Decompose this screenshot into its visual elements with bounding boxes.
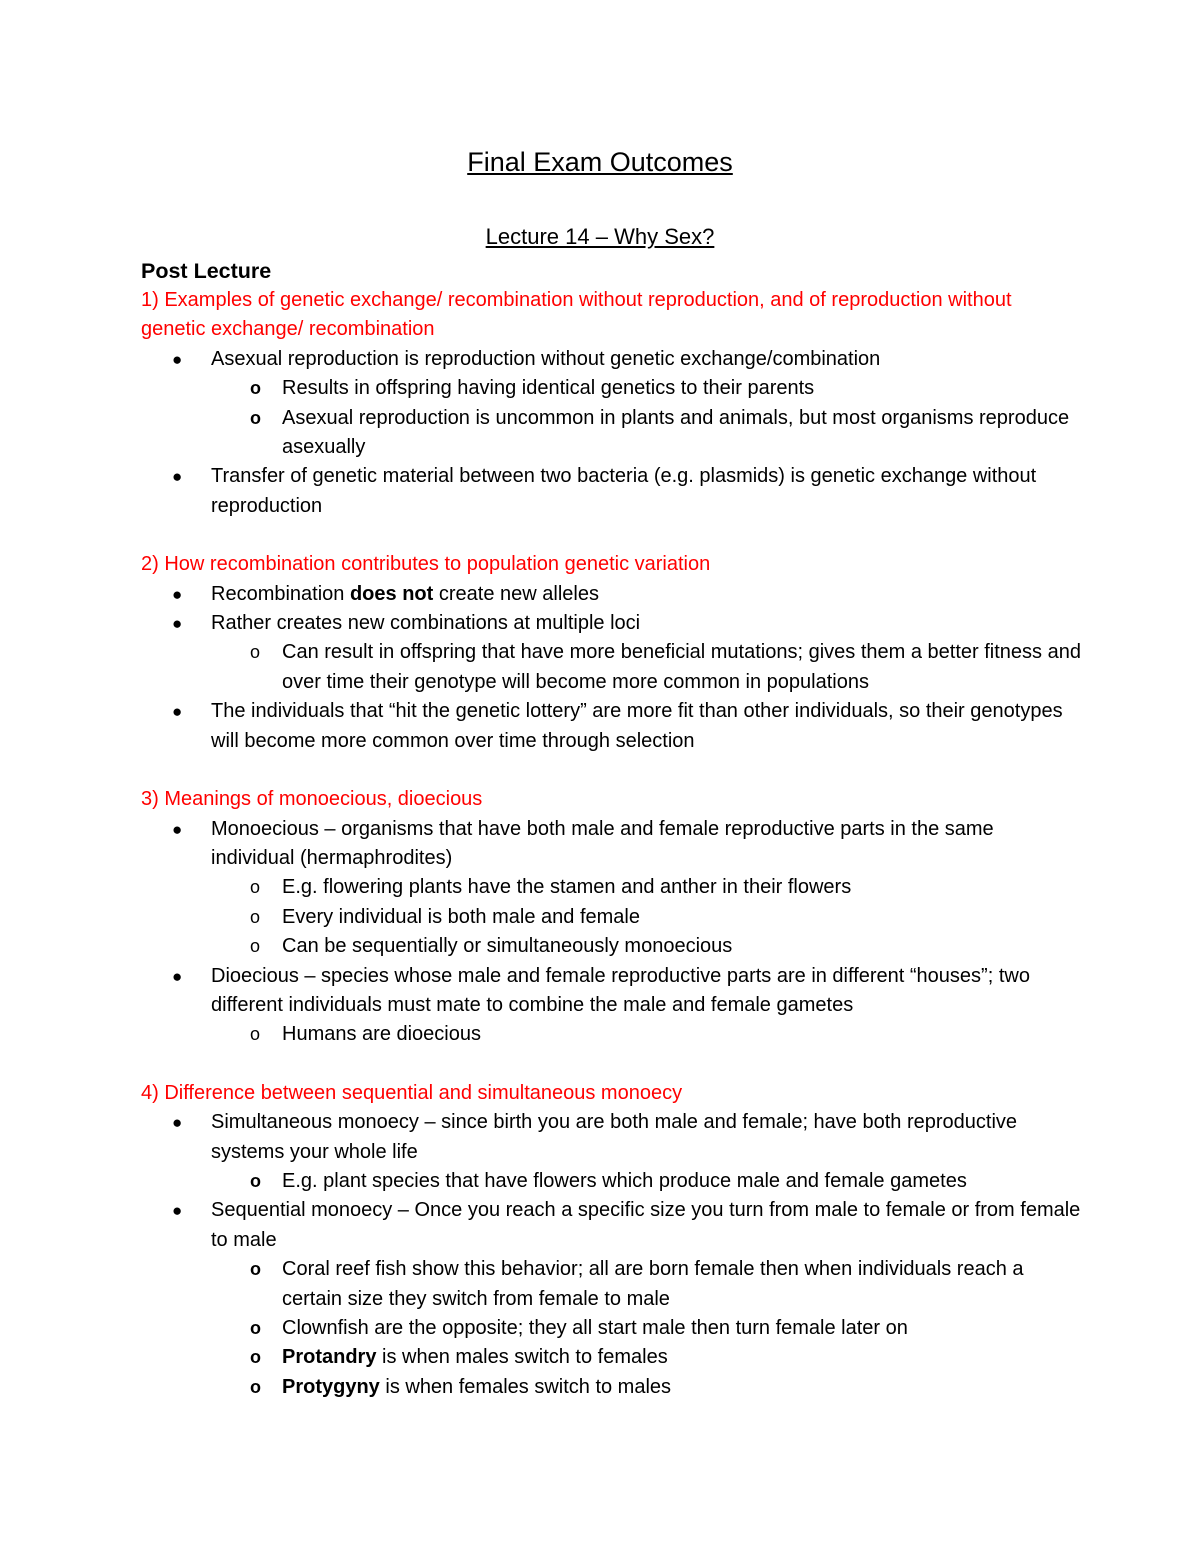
circle-bullet-icon: o <box>250 877 261 898</box>
sub-list-item-text: Every individual is both male and female <box>282 905 640 928</box>
bullet-icon: ● <box>172 702 183 722</box>
circle-bullet-icon: o <box>250 378 261 399</box>
section-3 <box>141 785 1081 1050</box>
circle-bullet-icon: o <box>250 407 261 428</box>
list-item-text: Monoecious – organisms that have both male and female reproductive parts in the same individual (hermaphrodites) <box>211 817 994 869</box>
section-1 <box>141 286 1081 521</box>
list-item <box>141 580 1081 609</box>
bullet-icon: ● <box>172 349 183 369</box>
sub-list-item-text: is when males switch to females <box>376 1346 668 1369</box>
sub-list-item-text: E.g. flowering plants have the stamen and anther in their flowers <box>282 876 852 899</box>
list-item <box>141 345 1081 463</box>
circle-bullet-icon: o <box>250 1376 261 1397</box>
document-title: Final Exam Outcomes <box>467 147 733 177</box>
circle-bullet-icon: o <box>250 642 261 663</box>
sub-list-item-text: Clownfish are the opposite; they all start male then turn female later on <box>282 1317 908 1339</box>
section-heading: 1) Examples of genetic exchange/ recombination without reproduction, and of reproduction without genetic exchange/ recombination <box>141 289 1012 341</box>
list-item-text-pre: Recombination <box>211 582 350 605</box>
sub-list-item <box>211 1020 1081 1049</box>
circle-bullet-icon: o <box>250 936 261 957</box>
list-item <box>141 1108 1081 1196</box>
list-item <box>141 1196 1081 1402</box>
list-item <box>141 697 1081 756</box>
list-item-text: Transfer of genetic material between two bacteria (e.g. plasmids) is genetic exchange without reproduction <box>211 465 1037 517</box>
post-lecture-heading: Post Lecture <box>141 259 272 283</box>
emphasis-text: does not <box>349 582 434 605</box>
sub-list-item-text: Asexual reproduction is uncommon in plants and animals, but most organisms reproduce asexually <box>282 406 1070 459</box>
sub-list-item <box>211 873 1081 902</box>
section-heading: 2) How recombination contributes to population genetic variation <box>141 553 711 576</box>
sub-list-item <box>211 1255 1081 1314</box>
sub-list-item-text: is when females switch to males <box>379 1375 672 1398</box>
sub-list-item <box>211 932 1081 961</box>
sub-list-item-text: E.g. plant species that have flowers which produce male and female gametes <box>282 1169 967 1192</box>
list-item-text: Asexual reproduction is reproduction without genetic exchange/combination <box>211 347 881 370</box>
sub-list-item-text: Results in offspring having identical genetics to their parents <box>282 377 815 400</box>
sub-list-item <box>211 1314 1081 1343</box>
sub-list-item <box>211 1167 1081 1196</box>
sub-list-item-text: Can be sequentially or simultaneously monoecious <box>282 935 733 958</box>
circle-bullet-icon: o <box>250 906 261 927</box>
sub-list-item <box>211 1343 1081 1372</box>
list-item <box>141 815 1081 962</box>
bullet-icon: ● <box>172 467 183 487</box>
bullet-icon: ● <box>172 614 183 634</box>
section-heading: 3) Meanings of monoecious, dioecious <box>141 788 483 811</box>
list-item <box>141 462 1081 521</box>
bullet-icon: ● <box>172 1201 183 1221</box>
sub-list-item <box>211 1373 1081 1402</box>
list-item-text: Simultaneous monoecy – since birth you are both male and female; have both reproductive systems your whole life <box>211 1111 1018 1163</box>
list-item-text: Dioecious – species whose male and female reproductive parts are in different “houses”; two different individuals must mate to combine the male and female gametes <box>211 964 1030 1016</box>
sub-list-item-text: Coral reef fish show this behavior; all are born female then when individuals reach a certain size they switch from female to male <box>282 1258 1024 1310</box>
sub-list-item-text: Can result in offspring that have more beneficial mutations; gives them a better fitness and over time their genotype will become more common in populations <box>282 641 1081 693</box>
term-protandry: Protandry <box>282 1346 377 1369</box>
document-body <box>141 256 1081 1431</box>
circle-bullet-icon: o <box>250 1024 261 1045</box>
list-item-text: Rather creates new combinations at multiple loci <box>211 612 641 635</box>
lecture-title: Lecture 14 – Why Sex? <box>485 224 715 249</box>
sub-list-item <box>211 404 1081 463</box>
sub-list-item <box>211 374 1081 403</box>
bullet-icon: ● <box>172 966 183 986</box>
list-item-text: The individuals that “hit the genetic lottery” are more fit than other individuals, so their genotypes will become more common over time through selection <box>211 700 1063 752</box>
section-4 <box>141 1079 1081 1402</box>
sub-list-item <box>211 638 1081 697</box>
bullet-icon: ● <box>172 819 183 839</box>
section-2 <box>141 550 1081 756</box>
list-item-text-post: create new alleles <box>433 582 599 605</box>
list-item-text: Sequential monoecy – Once you reach a specific size you turn from male to female or from female to male <box>211 1199 1081 1251</box>
list-item <box>141 609 1081 697</box>
circle-bullet-icon: o <box>250 1318 261 1338</box>
bullet-icon: ● <box>172 1113 183 1133</box>
term-protygyny: Protygyny <box>282 1375 380 1398</box>
section-heading: 4) Difference between sequential and simultaneous monoecy <box>141 1081 683 1104</box>
list-item <box>141 962 1081 1050</box>
sub-list-item <box>211 903 1081 932</box>
circle-bullet-icon: o <box>250 1347 261 1368</box>
circle-bullet-icon: o <box>250 1170 261 1191</box>
bullet-icon: ● <box>172 584 183 604</box>
circle-bullet-icon: o <box>250 1259 261 1280</box>
sub-list-item-text: Humans are dioecious <box>282 1023 481 1046</box>
